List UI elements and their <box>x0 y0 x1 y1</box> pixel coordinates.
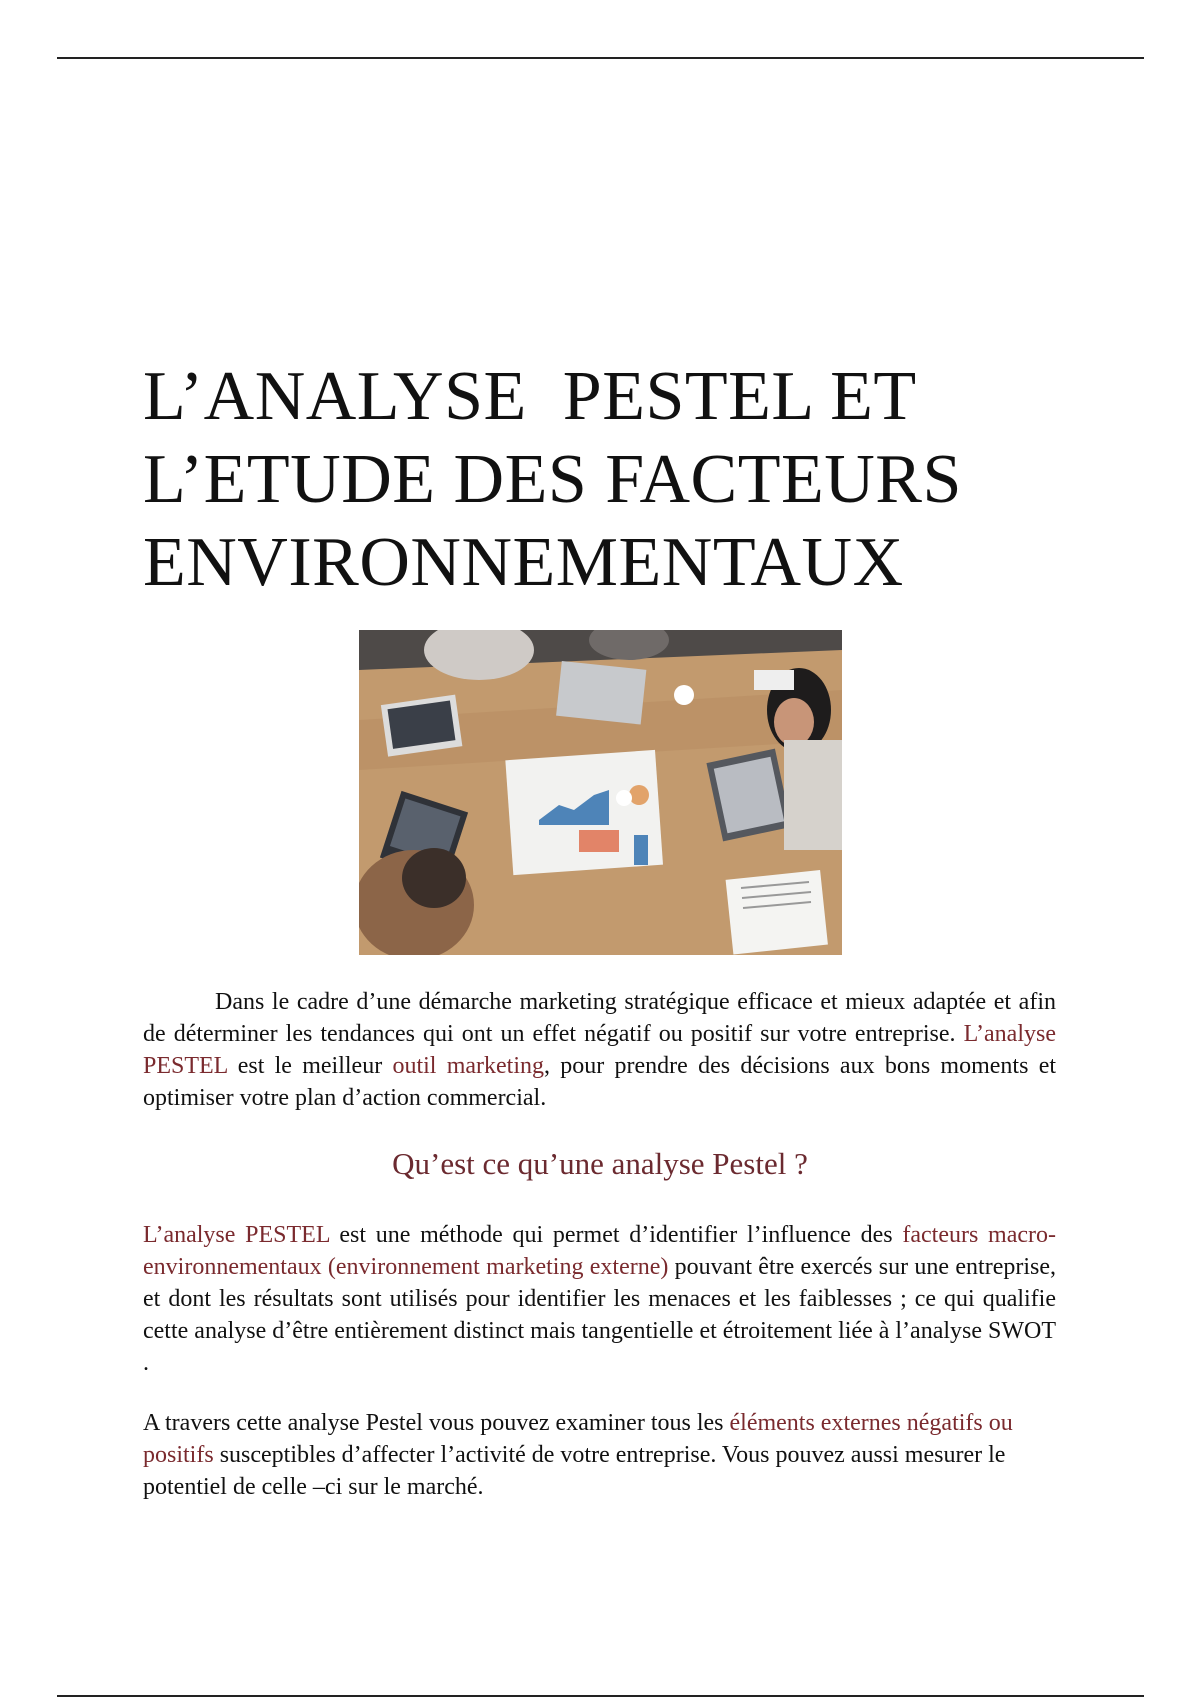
bottom-rule <box>57 1695 1144 1697</box>
meeting-photo <box>359 630 842 955</box>
intro-text-3: , pour prendre des décisions aux bons moments et optimiser votre plan d’action commercial. <box>143 1053 1057 1111</box>
examine-text-1: A travers cette analyse Pestel vous pouvez examiner tous les <box>143 1410 730 1436</box>
title-line-1: L’ANALYSE PESTEL ET <box>143 358 917 435</box>
meeting-photo-illustration <box>359 630 842 955</box>
examine-text-2: susceptibles d’affecter l’activité de votre entreprise. Vous pouvez aussi mesurer le potentiel de celle –ci sur le marché. <box>143 1442 1006 1500</box>
intro-paragraph <box>143 986 1056 1114</box>
link-elements-externes[interactable]: éléments externes négatifs ou positifs <box>143 1410 1013 1468</box>
document-title <box>143 355 1123 604</box>
definition-text-2: pouvant être exercés sur une entreprise, et dont les résultats sont utilisés pour identifier les menaces et les faiblesses ; ce qui qualifie cette analyse d’être entièrement distinct mais tangentielle et étroitement liée à l’analyse SWOT . <box>143 1254 1057 1376</box>
link-analyse-pestel[interactable]: L’analyse PESTEL <box>143 1021 1056 1079</box>
link-outil-marketing[interactable]: outil marketing <box>392 1053 545 1079</box>
title-line-3: ENVIRONNEMENTAUX <box>143 524 904 601</box>
link-facteurs-macro[interactable]: facteurs macro-environnementaux (environnement marketing externe) <box>143 1222 1056 1280</box>
title-line-2: L’ETUDE DES FACTEURS <box>143 441 962 518</box>
examine-paragraph <box>143 1407 1058 1503</box>
top-rule <box>57 57 1144 59</box>
section-heading: Qu’est ce qu’une analyse Pestel ? <box>392 1146 808 1181</box>
definition-paragraph <box>143 1219 1056 1379</box>
link-analyse-pestel-2[interactable]: L’analyse PESTEL <box>143 1222 330 1248</box>
definition-text-1: est une méthode qui permet d’identifier l’influence des <box>329 1222 903 1248</box>
intro-text-2: est le meilleur <box>227 1053 393 1079</box>
intro-text-1: Dans le cadre d’une démarche marketing stratégique efficace et mieux adaptée et afin de déterminer les tendances qui ont un effet négatif ou positif sur votre entreprise. <box>143 989 1056 1047</box>
